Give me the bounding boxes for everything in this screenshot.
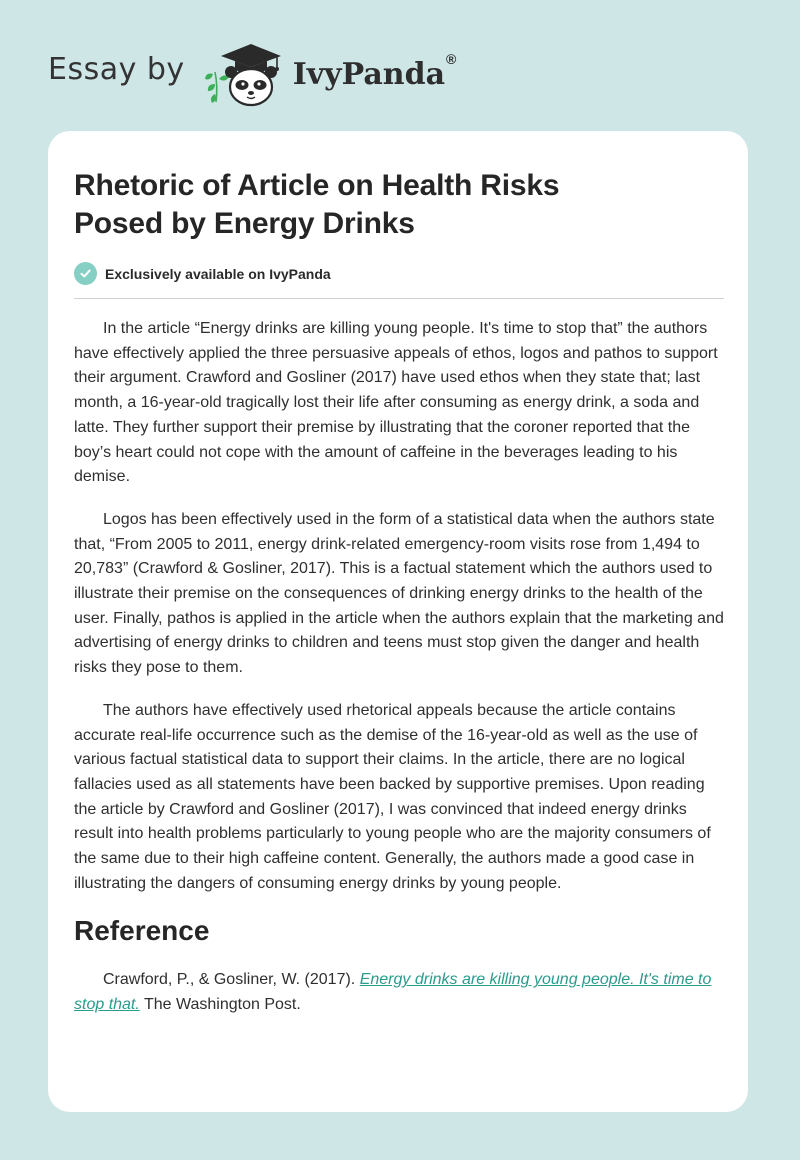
brand-prefix: Essay by xyxy=(48,51,185,87)
reference-link[interactable]: Energy drinks are killing young people. It's time to stop that. xyxy=(74,971,712,1014)
essay-card xyxy=(48,131,748,1112)
exclusive-badge-label: Exclusively available on IvyPanda xyxy=(105,265,331,282)
registered-mark: ® xyxy=(446,50,457,67)
essay-title-line-1: Rhetoric of Article on Health Risks xyxy=(74,169,560,202)
essay-title-line-2: Posed by Energy Drinks xyxy=(74,207,415,240)
check-circle-icon xyxy=(74,262,97,285)
reference-authors: Crawford, P., & Gosliner, W. (2017). xyxy=(103,971,360,989)
body-paragraph-1: In the article “Energy drinks are killing young people. It's time to stop that” the authors have effectively applied the three persuasive appeals of ethos, logos and pathos to support their argument. Crawford and Gosliner (2017) have used ethos when they state that; last month, a 16-year-old tragically lost their life after consuming as energy drink, a soda and latte. They further support their premise by illustrating that the coroner reported that the boy’s heart could not cope with the amount of caffeine in the beverages leading to his demise. xyxy=(74,320,718,486)
brand-name: IvyPanda® xyxy=(292,50,457,92)
divider xyxy=(74,298,724,299)
reference-entry xyxy=(74,968,724,1017)
brand-header[interactable] xyxy=(48,38,456,108)
essay-title xyxy=(74,167,724,243)
panda-logo-icon xyxy=(199,38,287,108)
body-paragraph-2: Logos has been effectively used in the form of a statistical data when the authors state that, “From 2005 to 2011, energy drink-related emergency-room visits rose from 1,494 to 20,783” (Crawford & Gosliner, 2017). This is a factual statement which the authors used to illustrate their premise on the consequences of drinking energy drinks to the health of the user. Finally, pathos is applied in the article when the authors explain that the marketing and advertising of energy drinks to children and teens must stop given the danger and health risks they pose to them. xyxy=(74,510,724,677)
reference-source: The Washington Post. xyxy=(139,996,301,1014)
exclusive-badge xyxy=(74,262,724,285)
body-paragraph-3: The authors have effectively used rhetorical appeals because the article contains accurate real-life occurrence such as the demise of the 16-year-old as well as the use of various factual statistical data to support their claims. In the article, there are no logical fallacies used as all statements have been backed by supportive premises. Upon reading the article by Crawford and Gosliner (2017), I was convinced that indeed energy drinks result into health problems particularly to young people who are the majority consumers of the same due to their high caffeine content. Generally, the authors made a good case in illustrating the dangers of consuming energy drinks by young people. xyxy=(74,701,711,892)
reference-heading: Reference xyxy=(74,915,210,947)
essay-content xyxy=(74,167,724,1018)
